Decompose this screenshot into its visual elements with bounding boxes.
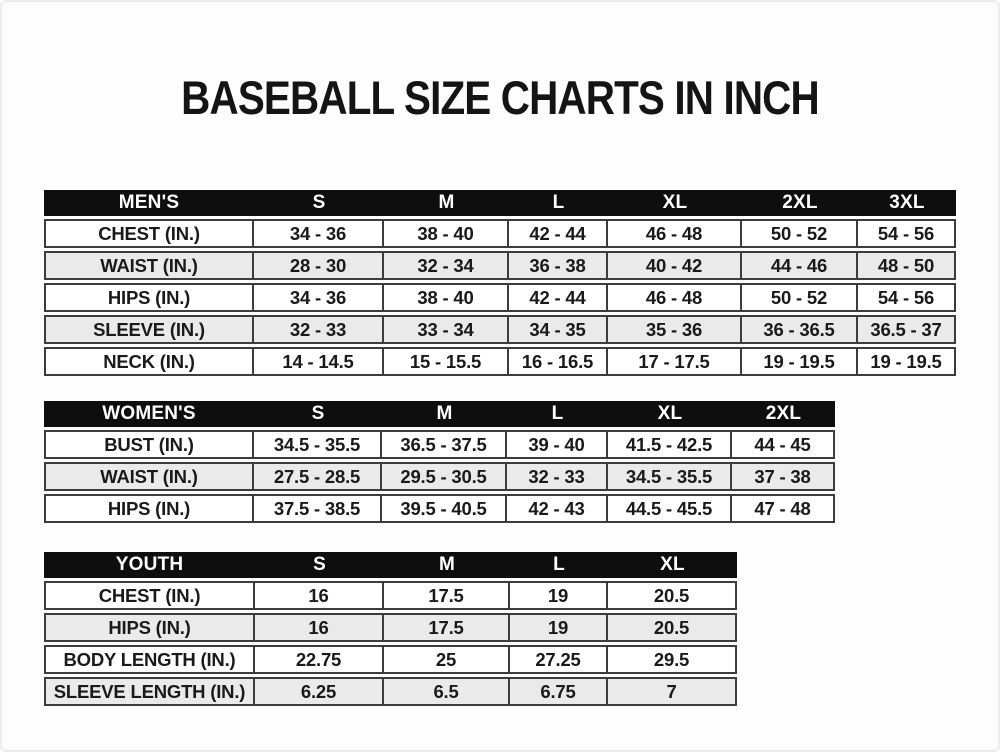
cell: 38 - 40	[384, 219, 509, 248]
cell: 27.5 - 28.5	[254, 462, 382, 491]
cell: 6.75	[510, 677, 608, 706]
page-title: BASEBALL SIZE CHARTS IN INCH	[181, 71, 819, 124]
womens-size-2xl: 2XL	[732, 401, 835, 427]
cell: 14 - 14.5	[254, 347, 384, 376]
womens-size-xl: XL	[608, 401, 732, 427]
cell: 19 - 19.5	[742, 347, 858, 376]
womens-table-title: WOMEN'S	[44, 401, 254, 427]
cell: 17.5	[384, 581, 510, 610]
cell: 38 - 40	[384, 283, 509, 312]
row-label: BODY LENGTH (IN.)	[44, 645, 255, 674]
row-label: SLEEVE LENGTH (IN.)	[44, 677, 255, 706]
cell: 6.5	[384, 677, 510, 706]
cell: 19	[510, 581, 608, 610]
mens-size-2xl: 2XL	[742, 190, 858, 216]
cell: 44 - 46	[742, 251, 858, 280]
mens-sleeve-row	[44, 315, 956, 344]
cell: 34.5 - 35.5	[608, 462, 732, 491]
row-label: WAIST (IN.)	[44, 251, 254, 280]
row-label: NECK (IN.)	[44, 347, 254, 376]
mens-size-m: M	[384, 190, 509, 216]
cell: 16	[255, 581, 384, 610]
cell: 34 - 36	[254, 283, 384, 312]
womens-waist-row	[44, 462, 835, 491]
cell: 48 - 50	[858, 251, 956, 280]
cell: 32 - 34	[384, 251, 509, 280]
cell: 20.5	[608, 581, 737, 610]
cell: 36.5 - 37.5	[382, 430, 507, 459]
row-label: WAIST (IN.)	[44, 462, 254, 491]
cell: 19 - 19.5	[858, 347, 956, 376]
cell: 36.5 - 37	[858, 315, 956, 344]
row-label: BUST (IN.)	[44, 430, 254, 459]
womens-size-s: S	[254, 401, 382, 427]
cell: 41.5 - 42.5	[608, 430, 732, 459]
cell: 54 - 56	[858, 283, 956, 312]
cell: 40 - 42	[608, 251, 742, 280]
mens-header-row	[44, 190, 956, 216]
cell: 36 - 38	[509, 251, 608, 280]
cell: 39 - 40	[507, 430, 608, 459]
row-label: HIPS (IN.)	[44, 283, 254, 312]
cell: 33 - 34	[384, 315, 509, 344]
youth-size-m: M	[384, 552, 510, 578]
womens-size-m: M	[382, 401, 507, 427]
mens-size-table	[44, 187, 956, 379]
cell: 17 - 17.5	[608, 347, 742, 376]
mens-chest-row	[44, 219, 956, 248]
youth-body-length-row	[44, 645, 737, 674]
cell: 25	[384, 645, 510, 674]
youth-sleeve-length-row	[44, 677, 737, 706]
cell: 7	[608, 677, 737, 706]
cell: 47 - 48	[732, 494, 835, 523]
cell: 20.5	[608, 613, 737, 642]
cell: 37 - 38	[732, 462, 835, 491]
cell: 46 - 48	[608, 283, 742, 312]
cell: 34.5 - 35.5	[254, 430, 382, 459]
cell: 6.25	[255, 677, 384, 706]
youth-header-row	[44, 552, 737, 578]
cell: 32 - 33	[254, 315, 384, 344]
mens-neck-row	[44, 347, 956, 376]
row-label: HIPS (IN.)	[44, 613, 255, 642]
cell: 17.5	[384, 613, 510, 642]
womens-size-table	[44, 398, 835, 526]
cell: 29.5 - 30.5	[382, 462, 507, 491]
mens-size-3xl: 3XL	[858, 190, 956, 216]
mens-size-s: S	[254, 190, 384, 216]
cell: 29.5	[608, 645, 737, 674]
cell: 39.5 - 40.5	[382, 494, 507, 523]
mens-size-xl: XL	[608, 190, 742, 216]
row-label: HIPS (IN.)	[44, 494, 254, 523]
cell: 15 - 15.5	[384, 347, 509, 376]
row-label: SLEEVE (IN.)	[44, 315, 254, 344]
cell: 37.5 - 38.5	[254, 494, 382, 523]
cell: 42 - 44	[509, 283, 608, 312]
cell: 50 - 52	[742, 283, 858, 312]
womens-hips-row	[44, 494, 835, 523]
cell: 42 - 44	[509, 219, 608, 248]
mens-size-l: L	[509, 190, 608, 216]
mens-hips-row	[44, 283, 956, 312]
cell: 35 - 36	[608, 315, 742, 344]
cell: 46 - 48	[608, 219, 742, 248]
cell: 19	[510, 613, 608, 642]
womens-header-row	[44, 401, 835, 427]
row-label: CHEST (IN.)	[44, 219, 254, 248]
mens-table-title: MEN'S	[44, 190, 254, 216]
youth-size-l: L	[510, 552, 608, 578]
cell: 34 - 35	[509, 315, 608, 344]
cell: 54 - 56	[858, 219, 956, 248]
youth-table-title: YOUTH	[44, 552, 255, 578]
cell: 50 - 52	[742, 219, 858, 248]
row-label: CHEST (IN.)	[44, 581, 255, 610]
youth-size-xl: XL	[608, 552, 737, 578]
cell: 16 - 16.5	[509, 347, 608, 376]
youth-size-s: S	[255, 552, 384, 578]
cell: 28 - 30	[254, 251, 384, 280]
cell: 16	[255, 613, 384, 642]
cell: 22.75	[255, 645, 384, 674]
mens-waist-row	[44, 251, 956, 280]
cell: 44 - 45	[732, 430, 835, 459]
cell: 36 - 36.5	[742, 315, 858, 344]
cell: 27.25	[510, 645, 608, 674]
youth-chest-row	[44, 581, 737, 610]
cell: 32 - 33	[507, 462, 608, 491]
womens-bust-row	[44, 430, 835, 459]
cell: 34 - 36	[254, 219, 384, 248]
youth-hips-row	[44, 613, 737, 642]
cell: 42 - 43	[507, 494, 608, 523]
cell: 44.5 - 45.5	[608, 494, 732, 523]
youth-size-table	[44, 549, 737, 709]
womens-size-l: L	[507, 401, 608, 427]
